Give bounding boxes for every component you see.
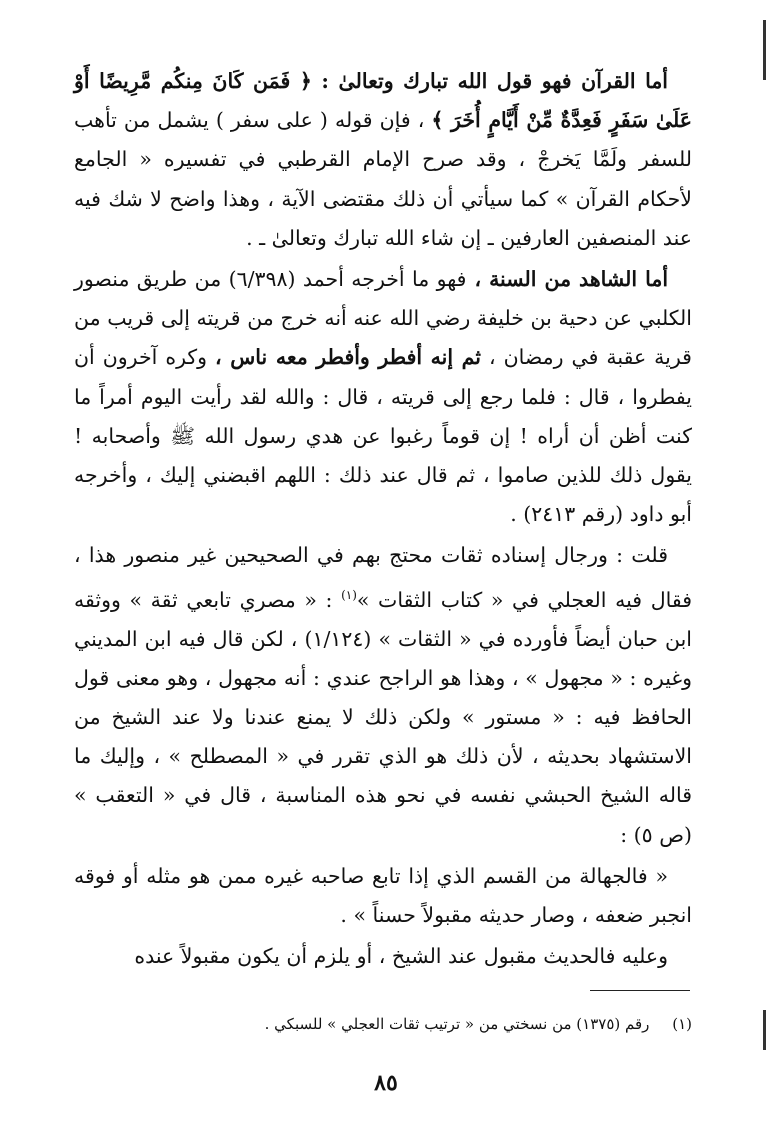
quran-lead: أما القرآن فهو قول الله تبارك وتعالىٰ :: [311, 69, 669, 93]
footnote-separator: [590, 990, 690, 991]
narrators-text-1: قلت : ورجال إسناده ثقات محتج بهم في الصحيحين غير منصور هذا ، فقال فيه العجلي في « كتاب الثقات »: [74, 543, 692, 612]
main-text: [74, 62, 692, 979]
quran-verse: ﴿ فَمَن كَانَ مِنكُم مَّرِيضًا أَوْ عَلَىٰ سَفَرٍ فَعِدَّةٌ مِّنْ أَيَّامٍ أُخَرَ ﴾: [74, 69, 692, 133]
paragraph-conclusion: [74, 937, 692, 976]
sunnah-bold: ثم إنه أفطر وأفطر معه ناس ،: [215, 345, 482, 370]
footnote-text: رقم (١٣٧٥) من نسختي من « ترتيب ثقات العجلي » للسبكي .: [264, 1015, 650, 1033]
quran-commentary: ، فإن قوله ( على سفر ) يشمل من تأهب للسفر ولَمَّا يَخرجْ ، وقد صرح الإمام القرطبي في تفسيره « الجامع لأحكام القرآن » كما سيأتي أن ذلك مقتضى الآية ، وهذا واضح لا شك فيه عند المنصفين العارفين ـ إن شاء الله تبارك وتعالىٰ ـ .: [74, 108, 692, 250]
sunnah-text-2: وكره آخرون أن يفطروا ، قال : فلما رجع إلى قريته ، قال : والله لقد رأيت اليوم أمراً ما كنت أظن أن أراه ! إن قوماً رغبوا عن هدي رسول الله ﷺ وأصحابه ! يقول ذلك للذين صاموا ، ثم قال عند ذلك : اللهم اقبضني إليك ، وأخرجه أبو داود (رقم ٢٤١٣) .: [74, 345, 692, 527]
footnote: [74, 1012, 692, 1036]
paragraph-quote: [74, 857, 692, 935]
scan-edge-mark: [763, 1010, 766, 1050]
quote-text: « فالجهالة من القسم الذي إذا تابع صاحبه غيره ممن هو مثله أو فوقه انجبر ضعفه ، وصار حديثه مقبولاً حسناً » .: [74, 863, 692, 928]
sunnah-lead: أما الشاهد من السنة ،: [466, 267, 669, 292]
sunnah-text-1: فهو ما أخرجه أحمد (٦/٣٩٨) من طريق منصور الكلبي عن دحية بن خليفة رضي الله عنه أنه خرج من قريته إلى قريب من قرية عقبة في رمضان ،: [74, 267, 692, 370]
conclusion-text: وعليه فالحديث مقبول عند الشيخ ، أو يلزم أن يكون مقبولاً عنده: [134, 944, 668, 969]
paragraph-sunnah: [74, 260, 692, 534]
footnote-number: (١): [672, 1015, 692, 1033]
paragraph-narrators: [74, 536, 692, 854]
paragraph-quran: [74, 62, 692, 258]
footnote-ref[interactable]: (١): [341, 587, 357, 602]
narrators-text-2: : « مصري تابعي ثقة » ووثقه ابن حبان أيضاً فأورده في « الثقات » (١/١٢٤) ، لكن قال فيه ابن المديني وغيره : « مجهول » ، وهذا هو الراجح عندي : أنه مجهول ، وهو معنى قول الحافظ فيه : « مستور » ولكن ذلك لا يمنع عندنا ولا عند الشيخ من الاستشهاد بحديثه ، لأن ذلك هو الذي تقرر في « المصطلح » ، وإليك ما قاله الشيخ الحبشي نفسه في نحو هذه المناسبة ، قال في « التعقب » (ص ٥) :: [74, 587, 692, 847]
scan-edge-mark: [763, 20, 766, 80]
page-number: ٨٥: [374, 1070, 398, 1096]
